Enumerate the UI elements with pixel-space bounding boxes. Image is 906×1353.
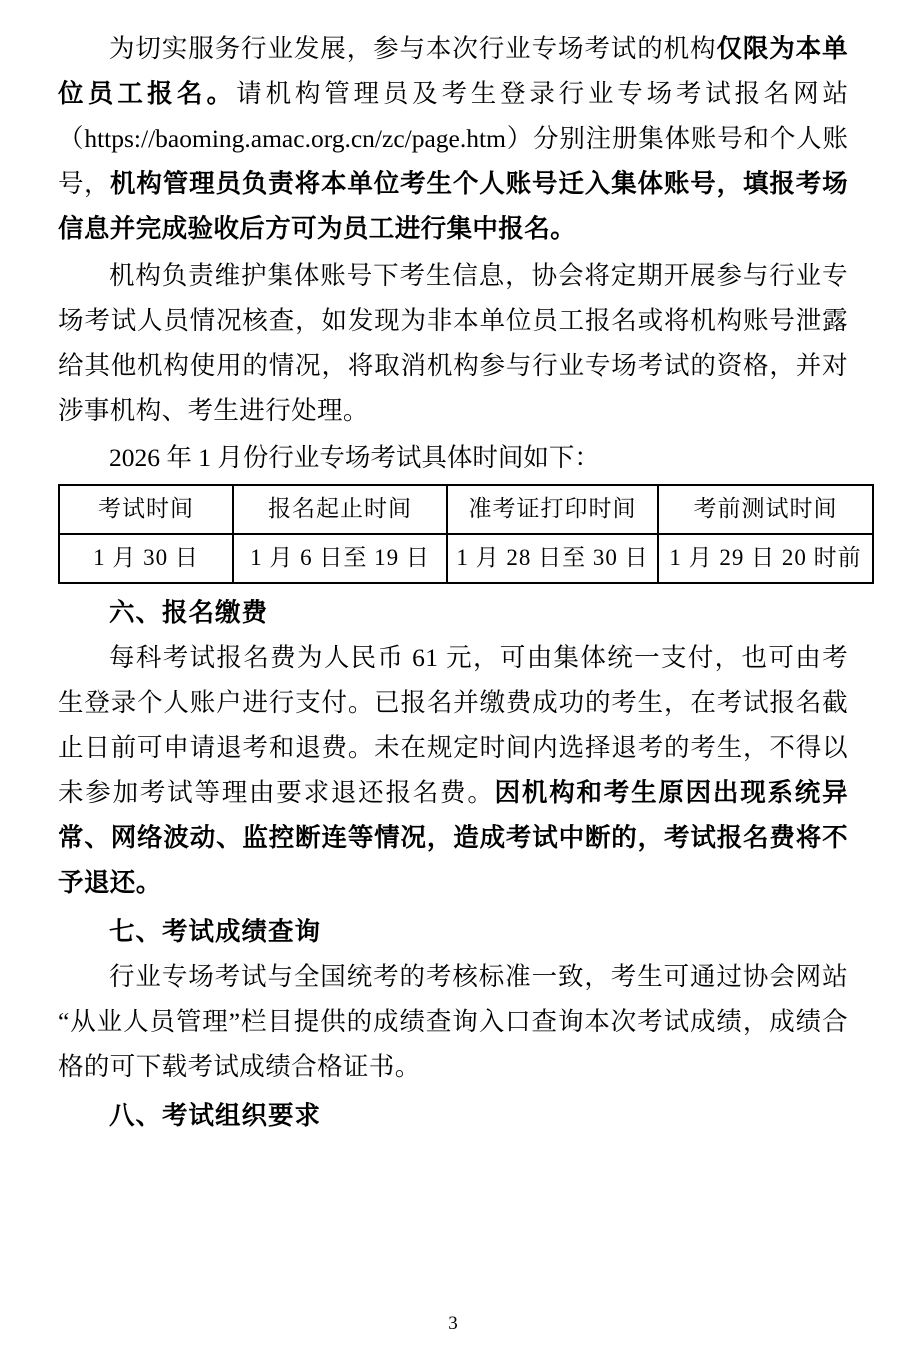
paragraph-section-six-body xyxy=(58,635,848,905)
paragraph-registration-rules xyxy=(58,26,848,251)
run-text: 每科考试报名费为人民币 61 元，可由集体统一支付，也可由考生登录个人账户进行支付。已报名并缴费成功的考生，在考试报名截止日前可申请退考和退费。未在规定时间内选择退考的考生，不得以未参加考试等理由要求退还报名费。 xyxy=(58,643,848,807)
table-cell: 1 月 28 日至 30 日 xyxy=(447,534,658,583)
table-cell: 1 月 30 日 xyxy=(59,534,233,583)
run-text-url: 请机构管理员及考生登录行业专场考试报名网站（https://baoming.amac.org.cn/zc/page.htm）分别注册集体账号和个人账号， xyxy=(58,79,848,198)
table-header-cell: 考前测试时间 xyxy=(658,485,873,534)
exam-schedule-table xyxy=(58,484,874,584)
table-header-cell: 准考证打印时间 xyxy=(447,485,658,534)
run-text: 为切实服务行业发展，参与本次行业专场考试的机构 xyxy=(109,34,717,63)
run-text-bold: 机构管理员负责将本单位考生个人账号迁入集体账号，填报考场信息并完成验收后方可为员工进行集中报名。 xyxy=(58,169,848,243)
section-heading-eight: 八、考试组织要求 xyxy=(109,1101,322,1130)
run-text: 行业专场考试与全国统考的考核标准一致，考生可通过协会网站“从业人员管理”栏目提供的成绩查询入口查询本次考试成绩，成绩合格的可下载考试成绩合格证书。 xyxy=(58,962,848,1081)
table-header-row xyxy=(59,485,873,534)
table-cell: 1 月 6 日至 19 日 xyxy=(233,534,447,583)
table-header-cell: 考试时间 xyxy=(59,485,233,534)
table-intro-text: 2026 年 1 月份行业专场考试具体时间如下： xyxy=(109,443,600,472)
paragraph-account-maintenance xyxy=(58,253,848,433)
table-cell: 1 月 29 日 20 时前 xyxy=(658,534,873,583)
page-number: 3 xyxy=(448,1313,458,1334)
table-row xyxy=(59,534,873,583)
section-heading-seven: 七、考试成绩查询 xyxy=(109,917,322,946)
run-text-bold: 仅限为本单位员工报名。 xyxy=(58,34,848,108)
run-text: 机构负责维护集体账号下考生信息，协会将定期开展参与行业专场考试人员情况核查，如发现为非本单位员工报名或将机构账号泄露给其他机构使用的情况，将取消机构参与行业专场考试的资格，并对涉事机构、考生进行处理。 xyxy=(58,261,848,425)
table-header-cell: 报名起止时间 xyxy=(233,485,447,534)
run-text-bold: 因机构和考生原因出现系统异常、网络波动、监控断连等情况，造成考试中断的，考试报名费将不予退还。 xyxy=(58,778,848,897)
section-heading-six: 六、报名缴费 xyxy=(109,598,269,627)
paragraph-section-seven-body xyxy=(58,954,848,1089)
